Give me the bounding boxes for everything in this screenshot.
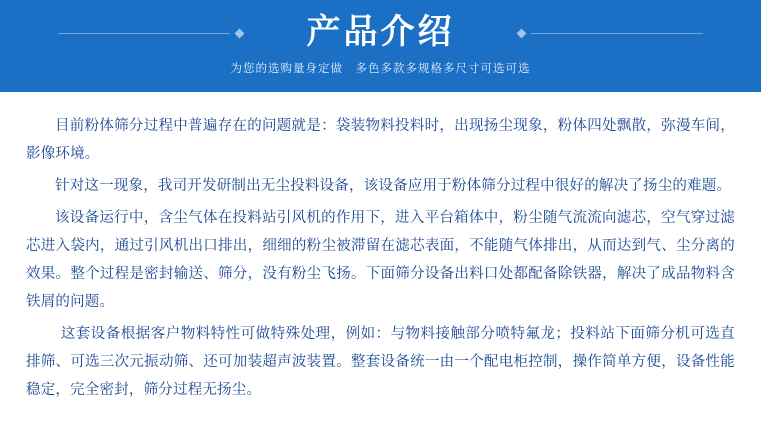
paragraph-2: 针对这一现象，我司开发研制出无尘投料设备，该设备应用于粉体筛分过程中很好的解决了扬尘的难题。 [55, 178, 732, 194]
page-title: 产品介绍 [306, 12, 455, 52]
paragraph-4: 这套设备根据客户物料特性可做特殊处理，例如：与物料接触部分喷特氟龙；投料站下面筛分机可选直排筛、可选三次元振动筛、还可加装超声波装置。整套设备统一由一个配电柜控制，操作简单方便，设备性能稳定，完全密封，筛分过程无扬尘。 [26, 326, 735, 398]
body-content [0, 92, 761, 404]
page-banner [0, 0, 761, 92]
paragraph-3: 该设备运行中，含尘气体在投料站引风机的作用下，进入平台箱体中，粉尘随气流流向滤芯，空气穿过滤芯进入袋内，通过引风机出口排出，细细的粉尘被滞留在滤芯表面，不能随气体排出，从而达到气、尘分离的效果。整个过程是密封输送、筛分，没有粉尘飞扬。下面筛分设备出料口处都配备除铁器，解决了成品物料含铁屑的问题。 [26, 210, 735, 310]
banner-inner [0, 0, 761, 92]
paragraph-1: 目前粉体筛分过程中普遍存在的问题就是：袋装物料投料时，出现扬尘现象，粉体四处飘散，弥漫车间，影像环境。 [26, 118, 735, 162]
page-subtitle: 为您的选购量身定做 多色多款多规格多尺寸可选可选 [230, 61, 531, 75]
